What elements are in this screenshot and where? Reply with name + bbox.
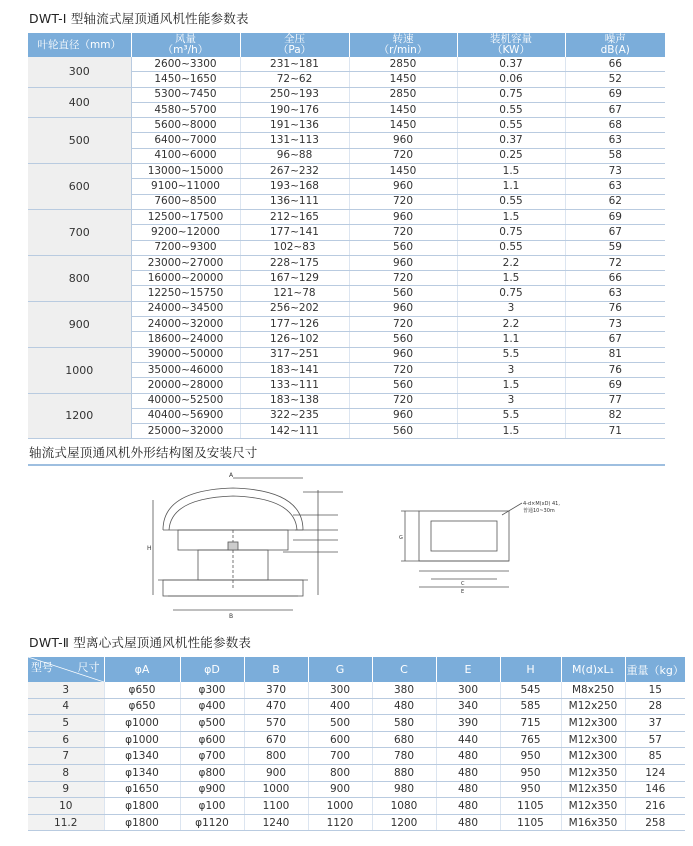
table-row	[28, 301, 665, 316]
table-cell: 6400~7000	[131, 133, 240, 148]
table-cell: 67	[565, 332, 665, 347]
table-cell: 177~126	[240, 317, 349, 332]
table-cell: 300	[436, 682, 500, 698]
table-cell: 4580~5700	[131, 102, 240, 117]
table-cell: 0.55	[457, 118, 565, 133]
table-cell: 960	[349, 179, 457, 194]
base-install-drawing	[397, 493, 567, 593]
table1-header-cell: 装机容量 （KW）	[457, 33, 565, 57]
table-cell: 1450	[349, 72, 457, 87]
table-row	[28, 255, 665, 270]
table-cell: 1100	[244, 798, 308, 815]
table-cell: 1.5	[457, 271, 565, 286]
table-cell: 480	[436, 764, 500, 781]
table-cell: 1450~1650	[131, 72, 240, 87]
table-cell: 69	[565, 87, 665, 102]
table-cell: 250~193	[240, 87, 349, 102]
table-cell: 52	[565, 72, 665, 87]
table-cell: 77	[565, 393, 665, 408]
table-cell: φ1340	[104, 764, 180, 781]
dim-label-e: E	[461, 589, 465, 593]
table-cell: 580	[372, 715, 436, 732]
table2-header-cell: φD	[180, 657, 244, 682]
table-cell: 20000~28000	[131, 378, 240, 393]
table-cell: 59	[565, 240, 665, 255]
dim-label-b: B	[229, 613, 234, 620]
table-cell: 1105	[500, 798, 561, 815]
table-cell: 380	[372, 682, 436, 698]
table-cell: 370	[244, 682, 308, 698]
table-cell: φ500	[180, 715, 244, 732]
table-cell: 720	[349, 317, 457, 332]
table-cell: 0.55	[457, 102, 565, 117]
table-row	[28, 731, 685, 748]
table-cell: 600	[308, 731, 372, 748]
axial-fan-drawing	[143, 470, 343, 620]
table2-header-cell: C	[372, 657, 436, 682]
model-number: 3	[28, 682, 104, 698]
table-cell: M12x350	[561, 798, 625, 815]
table-cell: M12x300	[561, 715, 625, 732]
table-cell: 1120	[308, 814, 372, 831]
table1-header-cell: 噪声 dB(A)	[565, 33, 665, 57]
table-cell: 480	[436, 781, 500, 798]
table-cell: 900	[244, 764, 308, 781]
model-number: 11.2	[28, 814, 104, 831]
table-cell: 1240	[244, 814, 308, 831]
table-cell: 340	[436, 698, 500, 715]
impeller-diameter: 600	[28, 164, 131, 210]
table-cell: 2600~3300	[131, 57, 240, 72]
table-cell: 1.1	[457, 179, 565, 194]
table-cell: 58	[565, 148, 665, 163]
table-row	[28, 781, 685, 798]
table-cell: 40400~56900	[131, 408, 240, 423]
table-cell: 2.2	[457, 317, 565, 332]
table-cell: 720	[349, 148, 457, 163]
table-cell: 670	[244, 731, 308, 748]
table-cell: 63	[565, 179, 665, 194]
table2-header-cell: H	[500, 657, 561, 682]
table-cell: 73	[565, 164, 665, 179]
table-cell: 720	[349, 194, 457, 209]
table-cell: 63	[565, 133, 665, 148]
table-cell: φ1800	[104, 798, 180, 815]
table-cell: 720	[349, 225, 457, 240]
table-cell: 960	[349, 301, 457, 316]
table-cell: 131~113	[240, 133, 349, 148]
table-cell: 96~88	[240, 148, 349, 163]
table-cell: 72~62	[240, 72, 349, 87]
table-cell: 3	[457, 301, 565, 316]
table-cell: 12250~15750	[131, 286, 240, 301]
table-cell: 5600~8000	[131, 118, 240, 133]
table-cell: M12x300	[561, 748, 625, 765]
table-cell: 1450	[349, 164, 457, 179]
impeller-diameter: 900	[28, 301, 131, 347]
table-cell: 18600~24000	[131, 332, 240, 347]
table-cell: 1.5	[457, 164, 565, 179]
dim-label-g: G	[399, 535, 403, 541]
table-cell: 191~136	[240, 118, 349, 133]
table-cell: 0.55	[457, 194, 565, 209]
table-row	[28, 118, 665, 133]
table-cell: 72	[565, 255, 665, 270]
model-number: 6	[28, 731, 104, 748]
table-cell: 560	[349, 378, 457, 393]
table-cell: 7600~8500	[131, 194, 240, 209]
table-cell: 400	[308, 698, 372, 715]
table-cell: 7200~9300	[131, 240, 240, 255]
table-row	[28, 764, 685, 781]
table-cell: 40000~52500	[131, 393, 240, 408]
table-cell: 258	[625, 814, 685, 831]
table-cell: 950	[500, 764, 561, 781]
impeller-diameter: 400	[28, 87, 131, 118]
table-cell: 102~83	[240, 240, 349, 255]
table-cell: 63	[565, 286, 665, 301]
table-cell: 3	[457, 393, 565, 408]
table-cell: 960	[349, 347, 457, 362]
table-cell: 190~176	[240, 102, 349, 117]
table-cell: 680	[372, 731, 436, 748]
table-cell: 715	[500, 715, 561, 732]
table-cell: 480	[436, 814, 500, 831]
table2-title: DWT-Ⅱ 型离心式屋顶通风机性能参数表	[29, 635, 252, 650]
table-cell: 9100~11000	[131, 179, 240, 194]
table-cell: 183~141	[240, 362, 349, 377]
dim-label-c: C	[461, 581, 465, 587]
table2-header-cell: 重量（kg）	[625, 657, 685, 682]
table-cell: 880	[372, 764, 436, 781]
table-cell: 950	[500, 781, 561, 798]
table-cell: 720	[349, 393, 457, 408]
table-cell: 800	[308, 764, 372, 781]
table-cell: 5.5	[457, 347, 565, 362]
table-cell: 960	[349, 133, 457, 148]
table2-header-cell: M(d)xL₁	[561, 657, 625, 682]
table-cell: 73	[565, 317, 665, 332]
table-cell: 28	[625, 698, 685, 715]
impeller-diameter: 1000	[28, 347, 131, 393]
table1-header-cell: 叶轮直径（mm）	[28, 33, 131, 57]
table-row	[28, 682, 685, 698]
table-cell: 470	[244, 698, 308, 715]
table-cell: 183~138	[240, 393, 349, 408]
table-row	[28, 393, 665, 408]
table-cell: 13000~15000	[131, 164, 240, 179]
axial-fan-table	[28, 33, 665, 439]
table-cell: 24000~32000	[131, 317, 240, 332]
table-cell: φ400	[180, 698, 244, 715]
table-cell: 67	[565, 225, 665, 240]
table-row	[28, 87, 665, 102]
table-cell: 9200~12000	[131, 225, 240, 240]
table-row	[28, 347, 665, 362]
centrifugal-fan-table	[28, 657, 685, 831]
impeller-diameter: 300	[28, 57, 131, 87]
table-cell: 780	[372, 748, 436, 765]
table-cell: 960	[349, 255, 457, 270]
table-cell: 146	[625, 781, 685, 798]
table-cell: 69	[565, 378, 665, 393]
table-cell: 950	[500, 748, 561, 765]
table-cell: φ100	[180, 798, 244, 815]
table1-body	[28, 57, 665, 439]
model-number: 4	[28, 698, 104, 715]
table-cell: 980	[372, 781, 436, 798]
dim-label-h: H	[147, 545, 152, 552]
table-cell: 267~232	[240, 164, 349, 179]
table-cell: 126~102	[240, 332, 349, 347]
table-cell: 67	[565, 102, 665, 117]
table-cell: φ700	[180, 748, 244, 765]
table-cell: 2850	[349, 57, 457, 72]
table-cell: 1.5	[457, 378, 565, 393]
table-cell: 121~78	[240, 286, 349, 301]
model-number: 8	[28, 764, 104, 781]
table-cell: 900	[308, 781, 372, 798]
table2-body	[28, 682, 685, 831]
table-cell: 0.75	[457, 286, 565, 301]
table-cell: 1105	[500, 814, 561, 831]
table-cell: 800	[244, 748, 308, 765]
table-cell: 322~235	[240, 408, 349, 423]
table-cell: 500	[308, 715, 372, 732]
table-cell: 23000~27000	[131, 255, 240, 270]
table-cell: 71	[565, 424, 665, 439]
table-cell: 57	[625, 731, 685, 748]
model-number: 10	[28, 798, 104, 815]
table-cell: 66	[565, 271, 665, 286]
dim-label-a: A	[229, 472, 234, 479]
impeller-diameter: 500	[28, 118, 131, 164]
table2-header-cell: B	[244, 657, 308, 682]
table-cell: 62	[565, 194, 665, 209]
table-cell: φ1000	[104, 715, 180, 732]
table-cell: 2850	[349, 87, 457, 102]
table-cell: 212~165	[240, 209, 349, 224]
table1-title: DWT-Ⅰ 型轴流式屋顶通风机性能参数表	[29, 11, 249, 26]
table1-header	[28, 33, 665, 57]
table-cell: 142~111	[240, 424, 349, 439]
table-cell: φ1650	[104, 781, 180, 798]
table-cell: φ650	[104, 698, 180, 715]
table-cell: 133~111	[240, 378, 349, 393]
table-cell: φ900	[180, 781, 244, 798]
table-cell: 2.2	[457, 255, 565, 270]
table-cell: 82	[565, 408, 665, 423]
table-cell: 960	[349, 408, 457, 423]
table-row	[28, 698, 685, 715]
table-row	[28, 814, 685, 831]
table-cell: 480	[436, 748, 500, 765]
bolt-note: 4-d×M(xD) 41,	[523, 501, 560, 507]
table-cell: M12x350	[561, 781, 625, 798]
table-cell: 5.5	[457, 408, 565, 423]
table-row	[28, 748, 685, 765]
table-cell: 0.37	[457, 57, 565, 72]
table-cell: 720	[349, 271, 457, 286]
model-number: 9	[28, 781, 104, 798]
impeller-diameter: 1200	[28, 393, 131, 439]
table-cell: 317~251	[240, 347, 349, 362]
impeller-diameter: 800	[28, 255, 131, 301]
table-cell: 16000~20000	[131, 271, 240, 286]
table-cell: M12x300	[561, 731, 625, 748]
table-row	[28, 715, 685, 732]
table-cell: 66	[565, 57, 665, 72]
table-cell: 1450	[349, 102, 457, 117]
table-cell: 1.5	[457, 209, 565, 224]
table-cell: 85	[625, 748, 685, 765]
table-cell: M8x250	[561, 682, 625, 698]
table-cell: 12500~17500	[131, 209, 240, 224]
table-cell: 480	[436, 798, 500, 815]
table-cell: 300	[308, 682, 372, 698]
table-cell: 69	[565, 209, 665, 224]
table-cell: 1.1	[457, 332, 565, 347]
table-cell: 0.75	[457, 87, 565, 102]
table-cell: 960	[349, 209, 457, 224]
table-row	[28, 209, 665, 224]
table-cell: 0.06	[457, 72, 565, 87]
table2-header	[28, 657, 685, 682]
table-cell: φ1800	[104, 814, 180, 831]
table-cell: 228~175	[240, 255, 349, 270]
drawing-section-title: 轴流式屋顶通风机外形结构图及安装尺寸	[29, 445, 258, 460]
table-cell: 167~129	[240, 271, 349, 286]
table-cell: φ600	[180, 731, 244, 748]
table-cell: 35000~46000	[131, 362, 240, 377]
table-cell: φ800	[180, 764, 244, 781]
table-cell: 440	[436, 731, 500, 748]
model-number: 7	[28, 748, 104, 765]
table-row	[28, 57, 665, 72]
table-cell: 1000	[244, 781, 308, 798]
table-cell: 193~168	[240, 179, 349, 194]
table-cell: 560	[349, 286, 457, 301]
table2-header-cell: E	[436, 657, 500, 682]
table-cell: M12x250	[561, 698, 625, 715]
table-cell: 585	[500, 698, 561, 715]
table-cell: φ1000	[104, 731, 180, 748]
table-cell: 231~181	[240, 57, 349, 72]
table-cell: 1450	[349, 118, 457, 133]
table-cell: 4100~6000	[131, 148, 240, 163]
table-cell: 1.5	[457, 424, 565, 439]
table-cell: 37	[625, 715, 685, 732]
table-cell: 1000	[308, 798, 372, 815]
table-cell: 76	[565, 301, 665, 316]
table-cell: 570	[244, 715, 308, 732]
table-cell: 15	[625, 682, 685, 698]
table-cell: M16x350	[561, 814, 625, 831]
table-row	[28, 798, 685, 815]
table-cell: 76	[565, 362, 665, 377]
table-cell: 256~202	[240, 301, 349, 316]
table-cell: 0.25	[457, 148, 565, 163]
table2-header-cell: G	[308, 657, 372, 682]
table-cell: 560	[349, 240, 457, 255]
table-cell: 1080	[372, 798, 436, 815]
table-cell: 177~141	[240, 225, 349, 240]
table-cell: 560	[349, 332, 457, 347]
table1-header-cell: 全压 （Pa）	[240, 33, 349, 57]
table-cell: 1200	[372, 814, 436, 831]
table-cell: 81	[565, 347, 665, 362]
table-cell: 136~111	[240, 194, 349, 209]
table-cell: 5300~7450	[131, 87, 240, 102]
table-cell: 545	[500, 682, 561, 698]
table-cell: 0.75	[457, 225, 565, 240]
impeller-diameter: 700	[28, 209, 131, 255]
table-cell: 39000~50000	[131, 347, 240, 362]
table1-header-cell: 转速 （r/min）	[349, 33, 457, 57]
table2-header-cell: φA	[104, 657, 180, 682]
bolt-note-2: 普通10~30m	[523, 508, 555, 514]
table-cell: 0.37	[457, 133, 565, 148]
table-cell: 0.55	[457, 240, 565, 255]
table-cell: φ300	[180, 682, 244, 698]
table-cell: 24000~34500	[131, 301, 240, 316]
table-cell: 124	[625, 764, 685, 781]
table-cell: φ1120	[180, 814, 244, 831]
table1-header-cell: 风量 （m³/h）	[131, 33, 240, 57]
table-cell: φ1340	[104, 748, 180, 765]
table-cell: 480	[372, 698, 436, 715]
table-cell: 3	[457, 362, 565, 377]
table-row	[28, 164, 665, 179]
table-cell: M12x350	[561, 764, 625, 781]
table-cell: φ650	[104, 682, 180, 698]
table-cell: 216	[625, 798, 685, 815]
table-cell: 720	[349, 362, 457, 377]
model-size-corner: 型号 尺寸	[28, 657, 104, 682]
table-cell: 765	[500, 731, 561, 748]
table-cell: 68	[565, 118, 665, 133]
table-cell: 560	[349, 424, 457, 439]
section-divider	[28, 464, 665, 466]
table-cell: 390	[436, 715, 500, 732]
table-cell: 700	[308, 748, 372, 765]
table-cell: 25000~32000	[131, 424, 240, 439]
model-number: 5	[28, 715, 104, 732]
